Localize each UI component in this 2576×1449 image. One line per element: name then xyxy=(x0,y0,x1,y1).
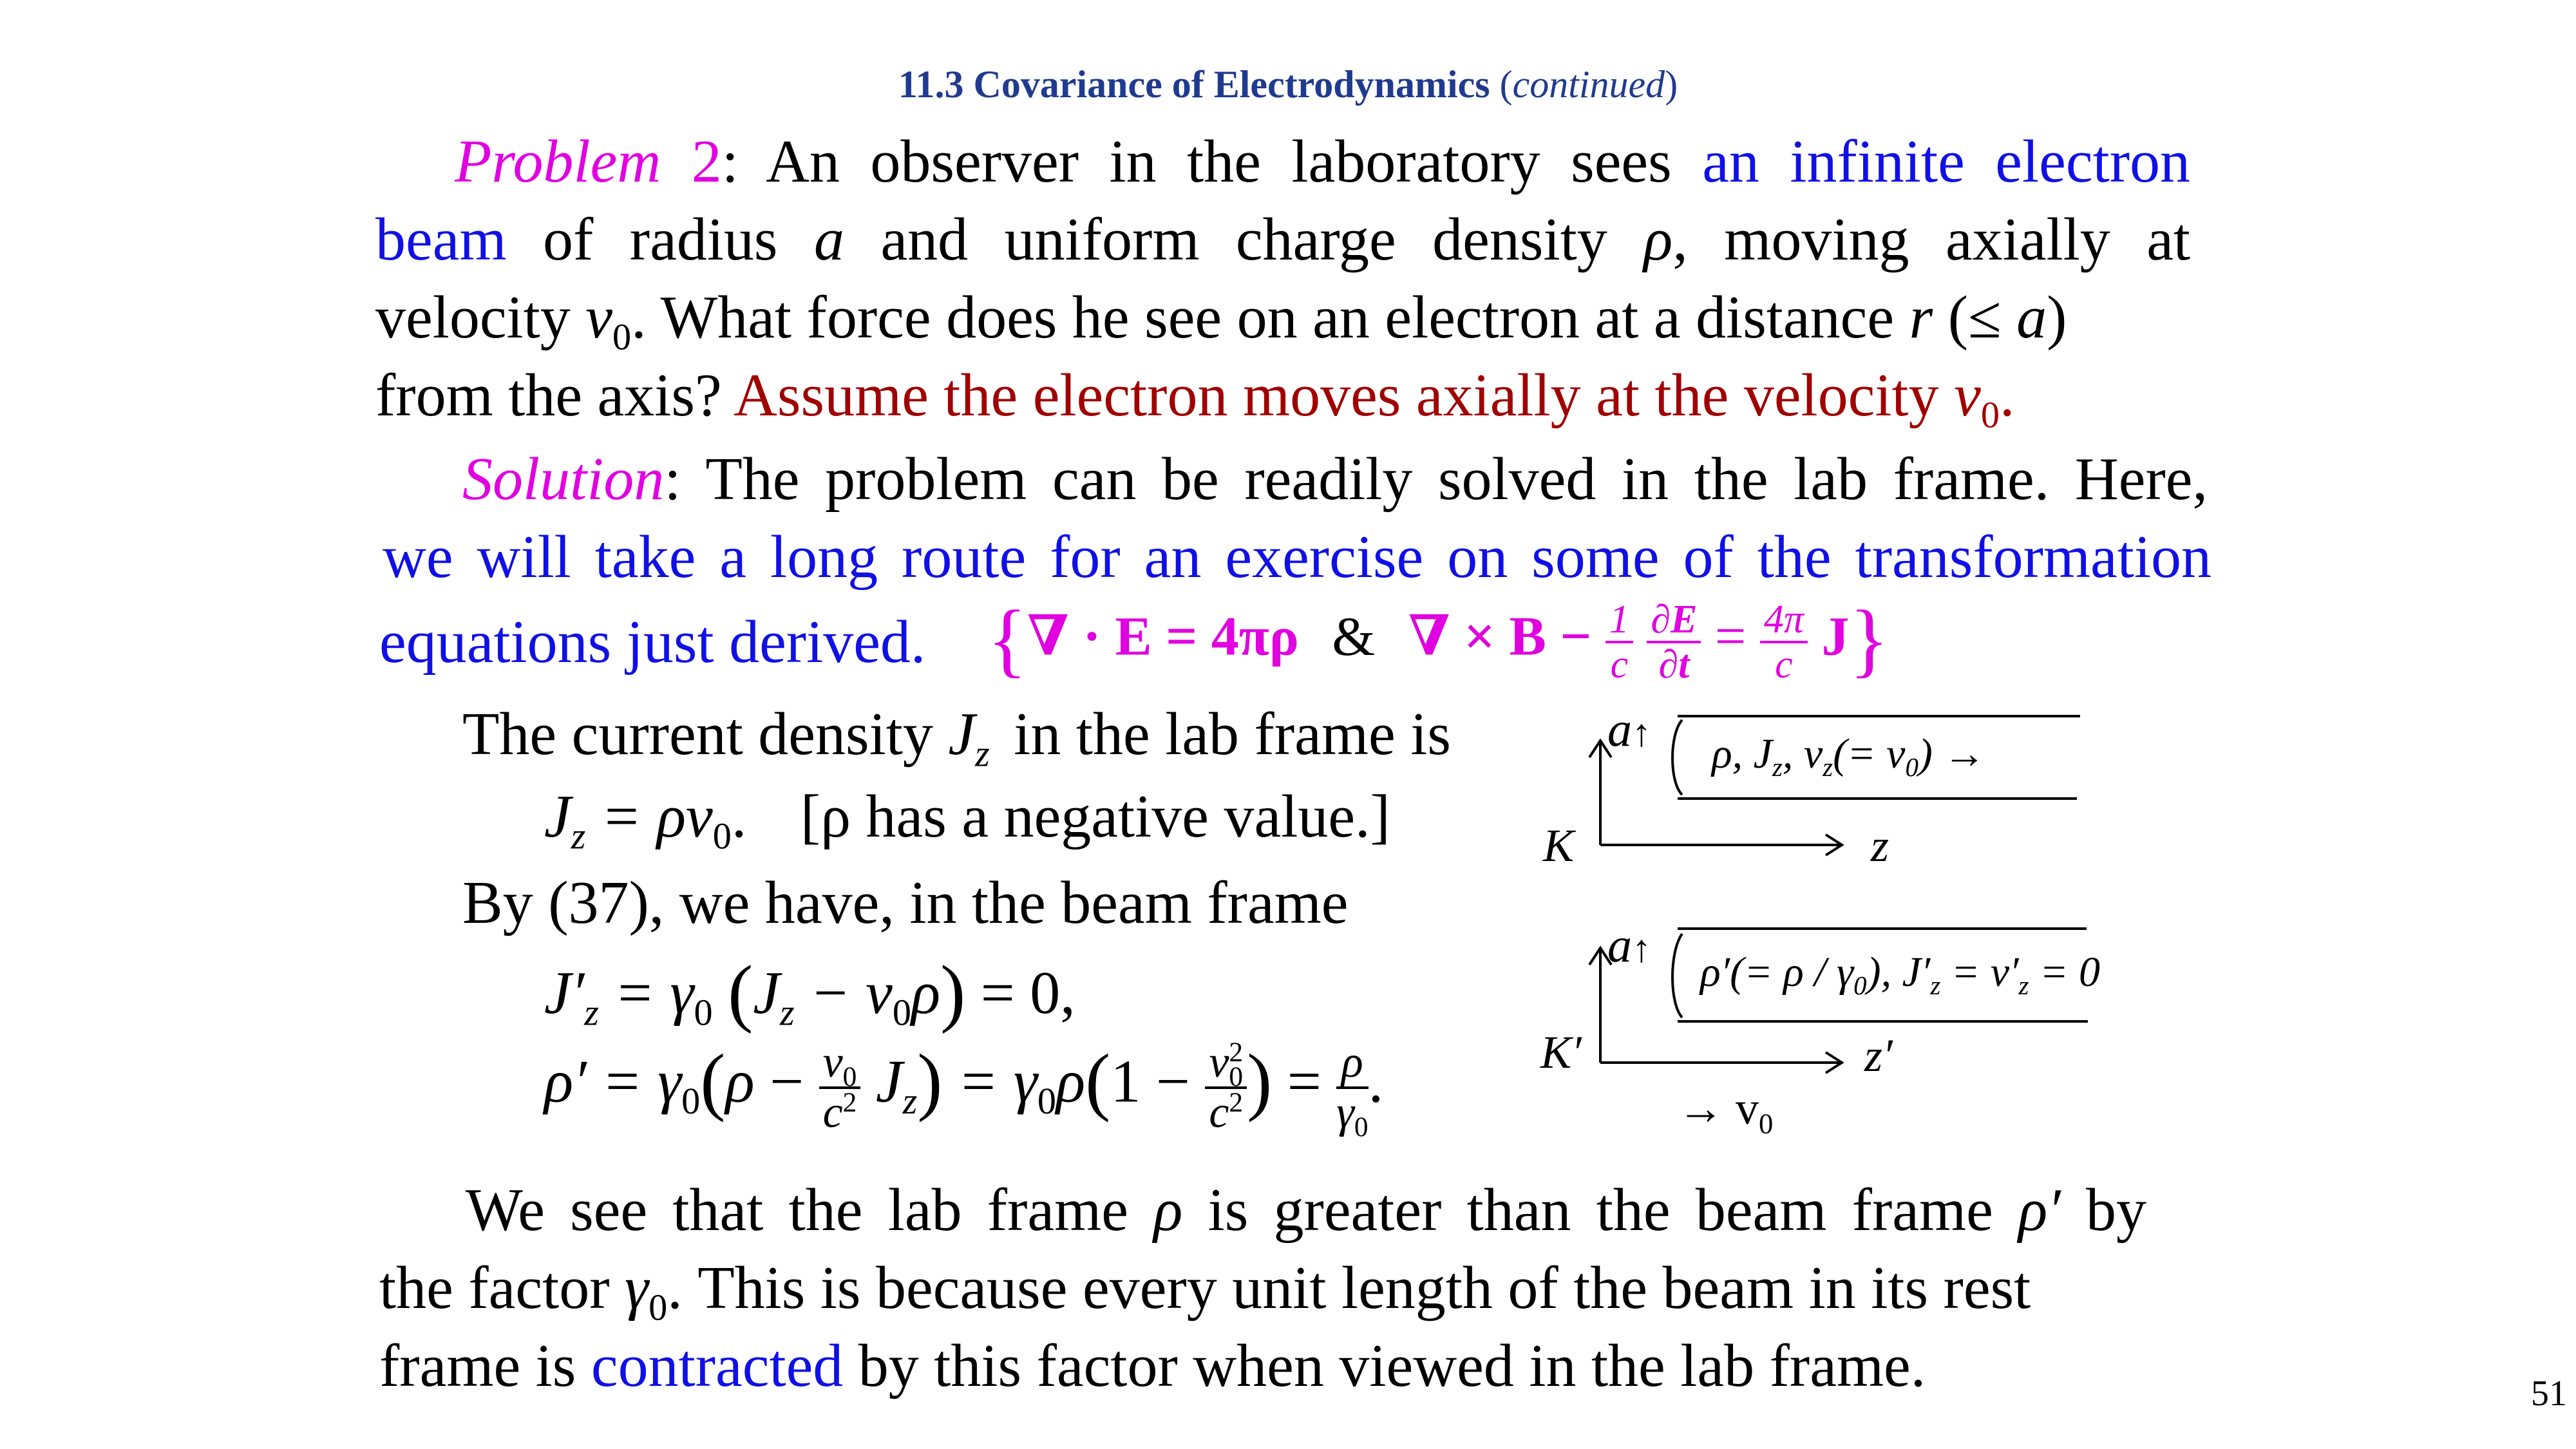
var-a: a xyxy=(813,206,844,273)
eq2-lparen-2: ( xyxy=(1085,1039,1111,1123)
eq-sub-0: 0 xyxy=(712,815,732,857)
conclusion-line2-post: . This is because every unit length of the beam in its rest xyxy=(667,1255,2031,1321)
top-rho-J: ρ, J xyxy=(1712,730,1772,777)
conclusion-line2-pre: the factor xyxy=(379,1255,610,1321)
frac-gamma: γ xyxy=(1336,1088,1354,1137)
var-a-2: a xyxy=(2016,284,2047,351)
frac3-num: 4π xyxy=(1760,600,1808,643)
frac2-v-sub: 0 xyxy=(1229,1061,1244,1092)
current-J: J xyxy=(948,701,976,768)
problem-label: Problem xyxy=(455,128,661,195)
eq2-gamma-sub: 0 xyxy=(1037,1080,1057,1122)
frac2-den: ∂t xyxy=(1658,642,1690,687)
frac2-v-sup: 2 xyxy=(1229,1037,1244,1068)
beam-gamma-sub: 0 xyxy=(694,991,713,1034)
eq-sub-z: z xyxy=(571,815,586,857)
assume-var-v: v xyxy=(1954,362,1981,429)
top-sub-z: z xyxy=(1772,753,1783,782)
beam-J: J xyxy=(753,959,780,1027)
bottom-v-sub: z xyxy=(2018,971,2029,1001)
frac1-den: c xyxy=(1610,642,1629,687)
velocity-arrow: → v xyxy=(1678,1083,1759,1134)
frac-c: c xyxy=(822,1088,843,1137)
negative-note: [ρ has a negative value.] xyxy=(800,783,1390,850)
beam-rho: ρ xyxy=(911,959,941,1027)
eq2-rho-2: ρ xyxy=(1056,1048,1086,1115)
beam-rparen: ) xyxy=(940,951,966,1034)
top-v: v xyxy=(1803,730,1823,777)
bottom-gamma-sub: 0 xyxy=(1853,971,1867,1001)
page-number: 51 xyxy=(2531,1374,2567,1414)
eq2-J: J xyxy=(875,1048,903,1115)
bottom-diagram-a xyxy=(1607,918,1651,974)
bottom-a-arrow: ↑ xyxy=(1632,927,1651,970)
assume-sub-0: 0 xyxy=(1980,393,2000,436)
bottom-rho-prime: ρ′(= ρ / γ xyxy=(1700,949,1854,996)
eq-tail: . xyxy=(731,783,747,850)
beam-J-sub-z: z xyxy=(779,991,795,1034)
top-a-label: a xyxy=(1607,703,1632,757)
header-continued: continued xyxy=(1512,63,1665,106)
contracted-word: contracted xyxy=(591,1332,844,1399)
conclusion-line3-pre: frame is xyxy=(379,1332,576,1399)
bottom-velocity xyxy=(1678,1082,1774,1140)
eq2-minus: − xyxy=(770,1048,804,1115)
var-r: r xyxy=(1909,284,1933,351)
current-line1: The current density xyxy=(462,701,933,768)
bottom-z-label: z′ xyxy=(1864,1030,1893,1081)
problem-line1-text: : An observer in the laboratory sees xyxy=(721,128,1672,195)
eq2-rparen-2: ) xyxy=(1247,1039,1273,1123)
problem-line2-highlight: beam xyxy=(375,206,507,273)
top-a-arrow: ↑ xyxy=(1632,712,1651,754)
eq2-rparen: ) xyxy=(917,1039,943,1123)
conclusion-rho: ρ xyxy=(1153,1177,1183,1244)
bottom-K-label: K′ xyxy=(1540,1027,1582,1078)
beam-gamma: = γ xyxy=(614,959,694,1027)
frac-rho: ρ xyxy=(1336,1040,1368,1089)
header-title: 11.3 Covariance of Electrodynamics xyxy=(898,63,1490,106)
top-comma: , xyxy=(1782,730,1794,777)
frac2-num: ∂E xyxy=(1647,600,1701,643)
solution-line-2: we will take a long route for an exercise on some of the transformation xyxy=(383,524,2211,591)
frac2-c-sup: 2 xyxy=(1229,1087,1244,1119)
problem-line2-mid: and uniform charge density xyxy=(880,206,1607,273)
rho-prime-gamma-sub: 0 xyxy=(681,1080,701,1122)
paren-open: (≤ xyxy=(1947,284,2002,351)
eq2-rho: ρ xyxy=(725,1048,755,1115)
top-close: ) → xyxy=(1918,730,1986,777)
sub-0: 0 xyxy=(612,316,632,358)
bottom-a-label: a xyxy=(1607,918,1632,972)
problem-line2-pre: of radius xyxy=(543,206,778,273)
header-rparen: ) xyxy=(1665,63,1678,106)
frac-gamma-sub: 0 xyxy=(1354,1111,1368,1142)
bottom-diagram-label xyxy=(1700,948,2100,1001)
top-v0-sub: 0 xyxy=(1905,753,1918,782)
brace-close: } xyxy=(1849,593,1889,685)
conclusion-gamma: γ xyxy=(625,1255,649,1321)
beam-frame-line: By (37), we have, in the beam frame xyxy=(462,869,1349,936)
beam-J-prime: J′ xyxy=(544,959,585,1027)
curl-b: ∇ × B − xyxy=(1408,605,1592,667)
solution-label: Solution xyxy=(462,446,665,513)
rho-prime-lhs: ρ′ = γ xyxy=(544,1048,682,1115)
frac1-num: 1 xyxy=(1605,600,1633,643)
frac3-den: c xyxy=(1775,642,1793,687)
conclusion-rho-prime: ρ′ xyxy=(2018,1177,2061,1244)
top-K-label: K xyxy=(1543,820,1575,871)
paren-close: ) xyxy=(2047,284,2067,351)
header-lparen: ( xyxy=(1499,63,1513,106)
frac-c-sup: 2 xyxy=(842,1087,857,1119)
bottom-eq-v: = v′ xyxy=(1951,949,2019,996)
problem-line1-highlight: an infinite electron xyxy=(1702,128,2191,195)
assume-period: . xyxy=(2000,362,2015,429)
beam-sub-z: z xyxy=(584,991,599,1034)
bottom-end: = 0 xyxy=(2039,949,2100,996)
eq2-equals: = xyxy=(1287,1048,1321,1115)
eq2-dot: . xyxy=(1368,1048,1384,1115)
eq-J: J xyxy=(544,783,571,850)
top-diagram-label xyxy=(1712,730,1986,782)
bottom-J-sub: z xyxy=(1930,971,1941,1001)
vector-j: J xyxy=(1821,605,1850,667)
eq2-J-sub: z xyxy=(902,1080,918,1122)
beam-lparen: ( xyxy=(728,951,753,1034)
beam-eq1-end: = 0, xyxy=(980,959,1075,1027)
eq2-one-minus: 1 − xyxy=(1110,1048,1190,1115)
solution-line1-text: : The problem can be readily solved in the lab frame. Here, xyxy=(664,446,2208,513)
eq2-gamma: = γ xyxy=(957,1048,1037,1115)
var-rho: ρ xyxy=(1643,206,1673,273)
conclusion-line3-post: by this factor when viewed in the lab frame. xyxy=(858,1332,1926,1399)
top-z-label: z xyxy=(1871,820,1889,871)
bottom-mid: ), J′ xyxy=(1866,949,1931,996)
top-v-sub-z: z xyxy=(1823,753,1833,782)
problem-line3-pre: velocity xyxy=(375,284,571,351)
velocity-sub: 0 xyxy=(1759,1107,1774,1140)
eq-rhs: = ρv xyxy=(600,783,713,850)
problem-line3-mid: . What force does he see on an electron at a distance xyxy=(631,284,1895,351)
beam-v-sub: 0 xyxy=(892,991,911,1034)
frac2-v: v xyxy=(1209,1037,1229,1087)
problem-number: 2 xyxy=(691,128,722,195)
top-eq-v0: (= v xyxy=(1833,730,1906,777)
conclusion-line1-mid: is greater than the beam frame xyxy=(1208,1177,1993,1244)
frac2-c: c xyxy=(1209,1088,1229,1137)
conclusion-gamma-sub: 0 xyxy=(649,1286,668,1329)
top-diagram-a xyxy=(1607,702,1651,758)
problem-line4-text: from the axis? xyxy=(375,362,722,429)
equals-sign: = xyxy=(1714,605,1747,667)
solution-line3-text: equations just derived. xyxy=(379,609,926,676)
var-v: v xyxy=(585,284,613,351)
frac-v: v xyxy=(822,1037,843,1087)
eq2-lparen: ( xyxy=(700,1039,726,1123)
beam-minus-v: − v xyxy=(810,959,893,1027)
conclusion-line1-end: by xyxy=(2086,1177,2146,1244)
assume-sentence: Assume the electron moves axially at the velocity xyxy=(734,362,1939,429)
brace-open: { xyxy=(987,593,1027,685)
frac-v-sub: 0 xyxy=(842,1061,857,1092)
current-line1-end: in the lab frame is xyxy=(1014,701,1451,768)
conclusion-line1-pre: We see that the lab frame xyxy=(466,1177,1128,1244)
ampersand: & xyxy=(1332,605,1376,667)
current-sub-z: z xyxy=(975,732,990,775)
problem-line2-post: , moving axially at xyxy=(1672,206,2191,273)
gauss-law: ∇ · E = 4πρ xyxy=(1027,605,1299,667)
